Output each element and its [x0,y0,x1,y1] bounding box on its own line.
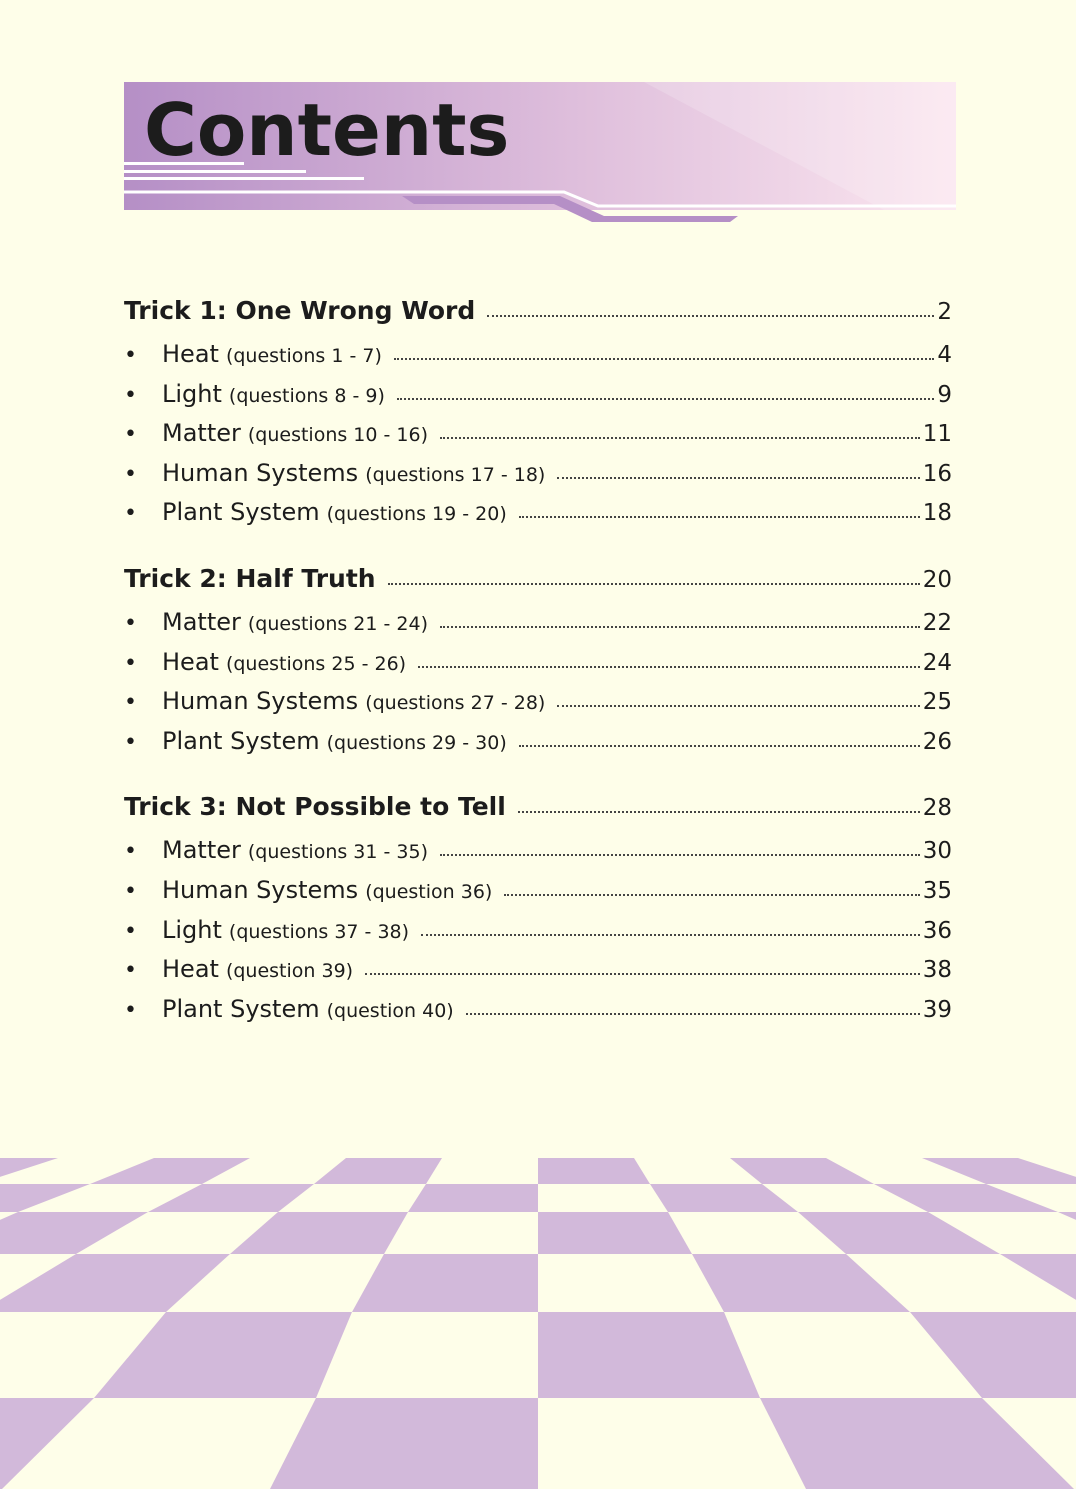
banner-stripe-3 [124,177,364,180]
toc-section [124,296,952,538]
dot-leader [440,625,920,628]
dot-leader [397,397,934,400]
entry-topic: Heat [162,647,219,676]
bullet-icon: • [124,918,137,944]
entry-topic: Plant System [162,498,320,527]
entry-question-range: (questions 37 - 38) [228,920,410,943]
floor-tile [538,1312,760,1398]
page-number: 11 [922,421,952,448]
entry-topic: Human Systems [162,875,359,904]
floor-tile [650,1184,798,1212]
dot-leader [487,314,934,317]
dot-leader [440,853,920,856]
floor-tile [692,1254,910,1312]
page-number: 25 [922,689,952,716]
entry-question-range: (questions 1 - 7) [225,345,382,367]
toc-entry [124,916,952,956]
page-number: 28 [922,795,952,822]
entry-question-range: (questions 25 - 26) [225,652,407,675]
entry-question-range: (question 36) [365,880,493,903]
page-number: 24 [922,649,952,676]
page-number: 20 [922,566,952,593]
page-number: 2 [937,299,952,325]
floor-tile [0,1158,58,1184]
section-title: Trick 3: Not Possible to Tell [124,792,506,822]
dot-leader [504,893,919,896]
entry-question-range: (question 39) [225,960,354,983]
entry-topic: Plant System [162,994,320,1023]
entry-question-range: (questions 29 - 30) [326,731,507,754]
entry-topic: Light [162,379,222,408]
floor-tile [148,1184,314,1212]
toc-entry [124,380,952,420]
dot-leader [394,357,934,360]
page-number: 4 [937,342,952,368]
entry-topic: Matter [162,419,241,448]
page-number: 39 [922,996,952,1023]
toc-entry [124,876,952,916]
page-number: 36 [922,917,952,944]
bullet-icon: • [124,878,137,904]
floor-tile [0,1184,90,1212]
floor-tile [94,1312,352,1398]
floor-tile [1000,1254,1076,1312]
floor-tile [874,1184,1058,1212]
floor-tile [314,1158,442,1184]
page-number: 26 [922,728,952,755]
toc-entry [124,727,952,767]
floor-tile [270,1398,538,1489]
dot-leader [440,436,920,439]
page-number: 9 [937,381,952,408]
toc-entry [124,687,952,727]
entry-question-range: (question 40) [326,999,454,1022]
toc-section [124,792,952,1034]
floor-tile [352,1254,538,1312]
dot-leader [557,704,919,707]
dot-leader [421,933,920,936]
entry-topic: Human Systems [162,687,359,716]
entry-topic: Heat [162,955,219,984]
entry-topic: Heat [162,340,219,368]
entry-topic: Human Systems [162,458,359,487]
entry-question-range: (questions 31 - 35) [247,841,429,864]
bullet-icon: • [124,382,137,408]
bullet-icon: • [124,501,137,527]
section-title: Trick 1: One Wrong Word [124,296,476,325]
page-title: Contents [144,88,510,172]
floor-tile [0,1398,94,1489]
floor-tile [538,1212,692,1254]
floor-tile [0,1212,148,1254]
toc-entry [124,459,952,499]
toc-entry [124,836,952,876]
floor-tile [0,1254,230,1312]
bullet-icon: • [124,461,137,487]
entry-question-range: (questions 10 - 16) [247,424,429,447]
bullet-icon: • [124,690,137,716]
entry-topic: Matter [162,607,241,636]
dot-leader [466,1012,920,1015]
page-number: 30 [922,838,952,865]
bullet-icon: • [124,610,137,636]
entry-topic: Light [162,915,222,944]
entry-question-range: (questions 8 - 9) [228,384,385,407]
entry-question-range: (questions 19 - 20) [326,503,507,526]
toc-section-heading [124,792,952,836]
bullet-icon: • [124,839,137,865]
entry-topic: Plant System [162,726,320,755]
page-number: 35 [922,877,952,904]
toc-entry [124,608,952,648]
toc-entry [124,995,952,1035]
bullet-icon: • [124,729,137,755]
page-number: 16 [922,460,952,487]
toc-section [124,564,952,766]
bullet-icon: • [124,958,137,984]
entry-topic: Matter [162,836,241,865]
bullet-icon: • [124,343,137,368]
toc-entry [124,648,952,688]
entry-question-range: (questions 21 - 24) [247,612,429,635]
dot-leader [518,810,920,813]
checkered-floor [0,1158,1076,1489]
floor-tile [910,1312,1076,1398]
dot-leader [519,744,920,747]
bullet-icon: • [124,422,137,448]
toc-entry [124,498,952,538]
bullet-icon: • [124,650,137,676]
toc-section-heading [124,296,952,340]
entry-question-range: (questions 17 - 18) [365,463,546,486]
bullet-icon: • [124,997,137,1023]
floor-tile [730,1158,874,1184]
table-of-contents [124,296,952,1060]
floor-tile [922,1158,1076,1184]
toc-section-heading [124,564,952,608]
floor-tile [760,1398,1074,1489]
section-title: Trick 2: Half Truth [124,563,376,593]
floor-tile [230,1212,408,1254]
dot-leader [365,972,920,975]
dot-leader [557,476,919,479]
floor-tile [408,1184,538,1212]
title-banner [124,82,956,224]
toc-entry [124,340,952,380]
floor-tile [90,1158,250,1184]
dot-leader [388,582,920,585]
floor-tile [798,1212,1000,1254]
toc-entry [124,419,952,459]
toc-entry [124,955,952,995]
page-number: 38 [922,957,952,984]
page-number: 18 [922,500,952,527]
dot-leader [519,515,920,518]
floor-tile [1058,1212,1076,1254]
dot-leader [418,665,920,668]
page-number: 22 [922,609,952,636]
entry-question-range: (questions 27 - 28) [365,692,546,715]
floor-tile [538,1158,650,1184]
